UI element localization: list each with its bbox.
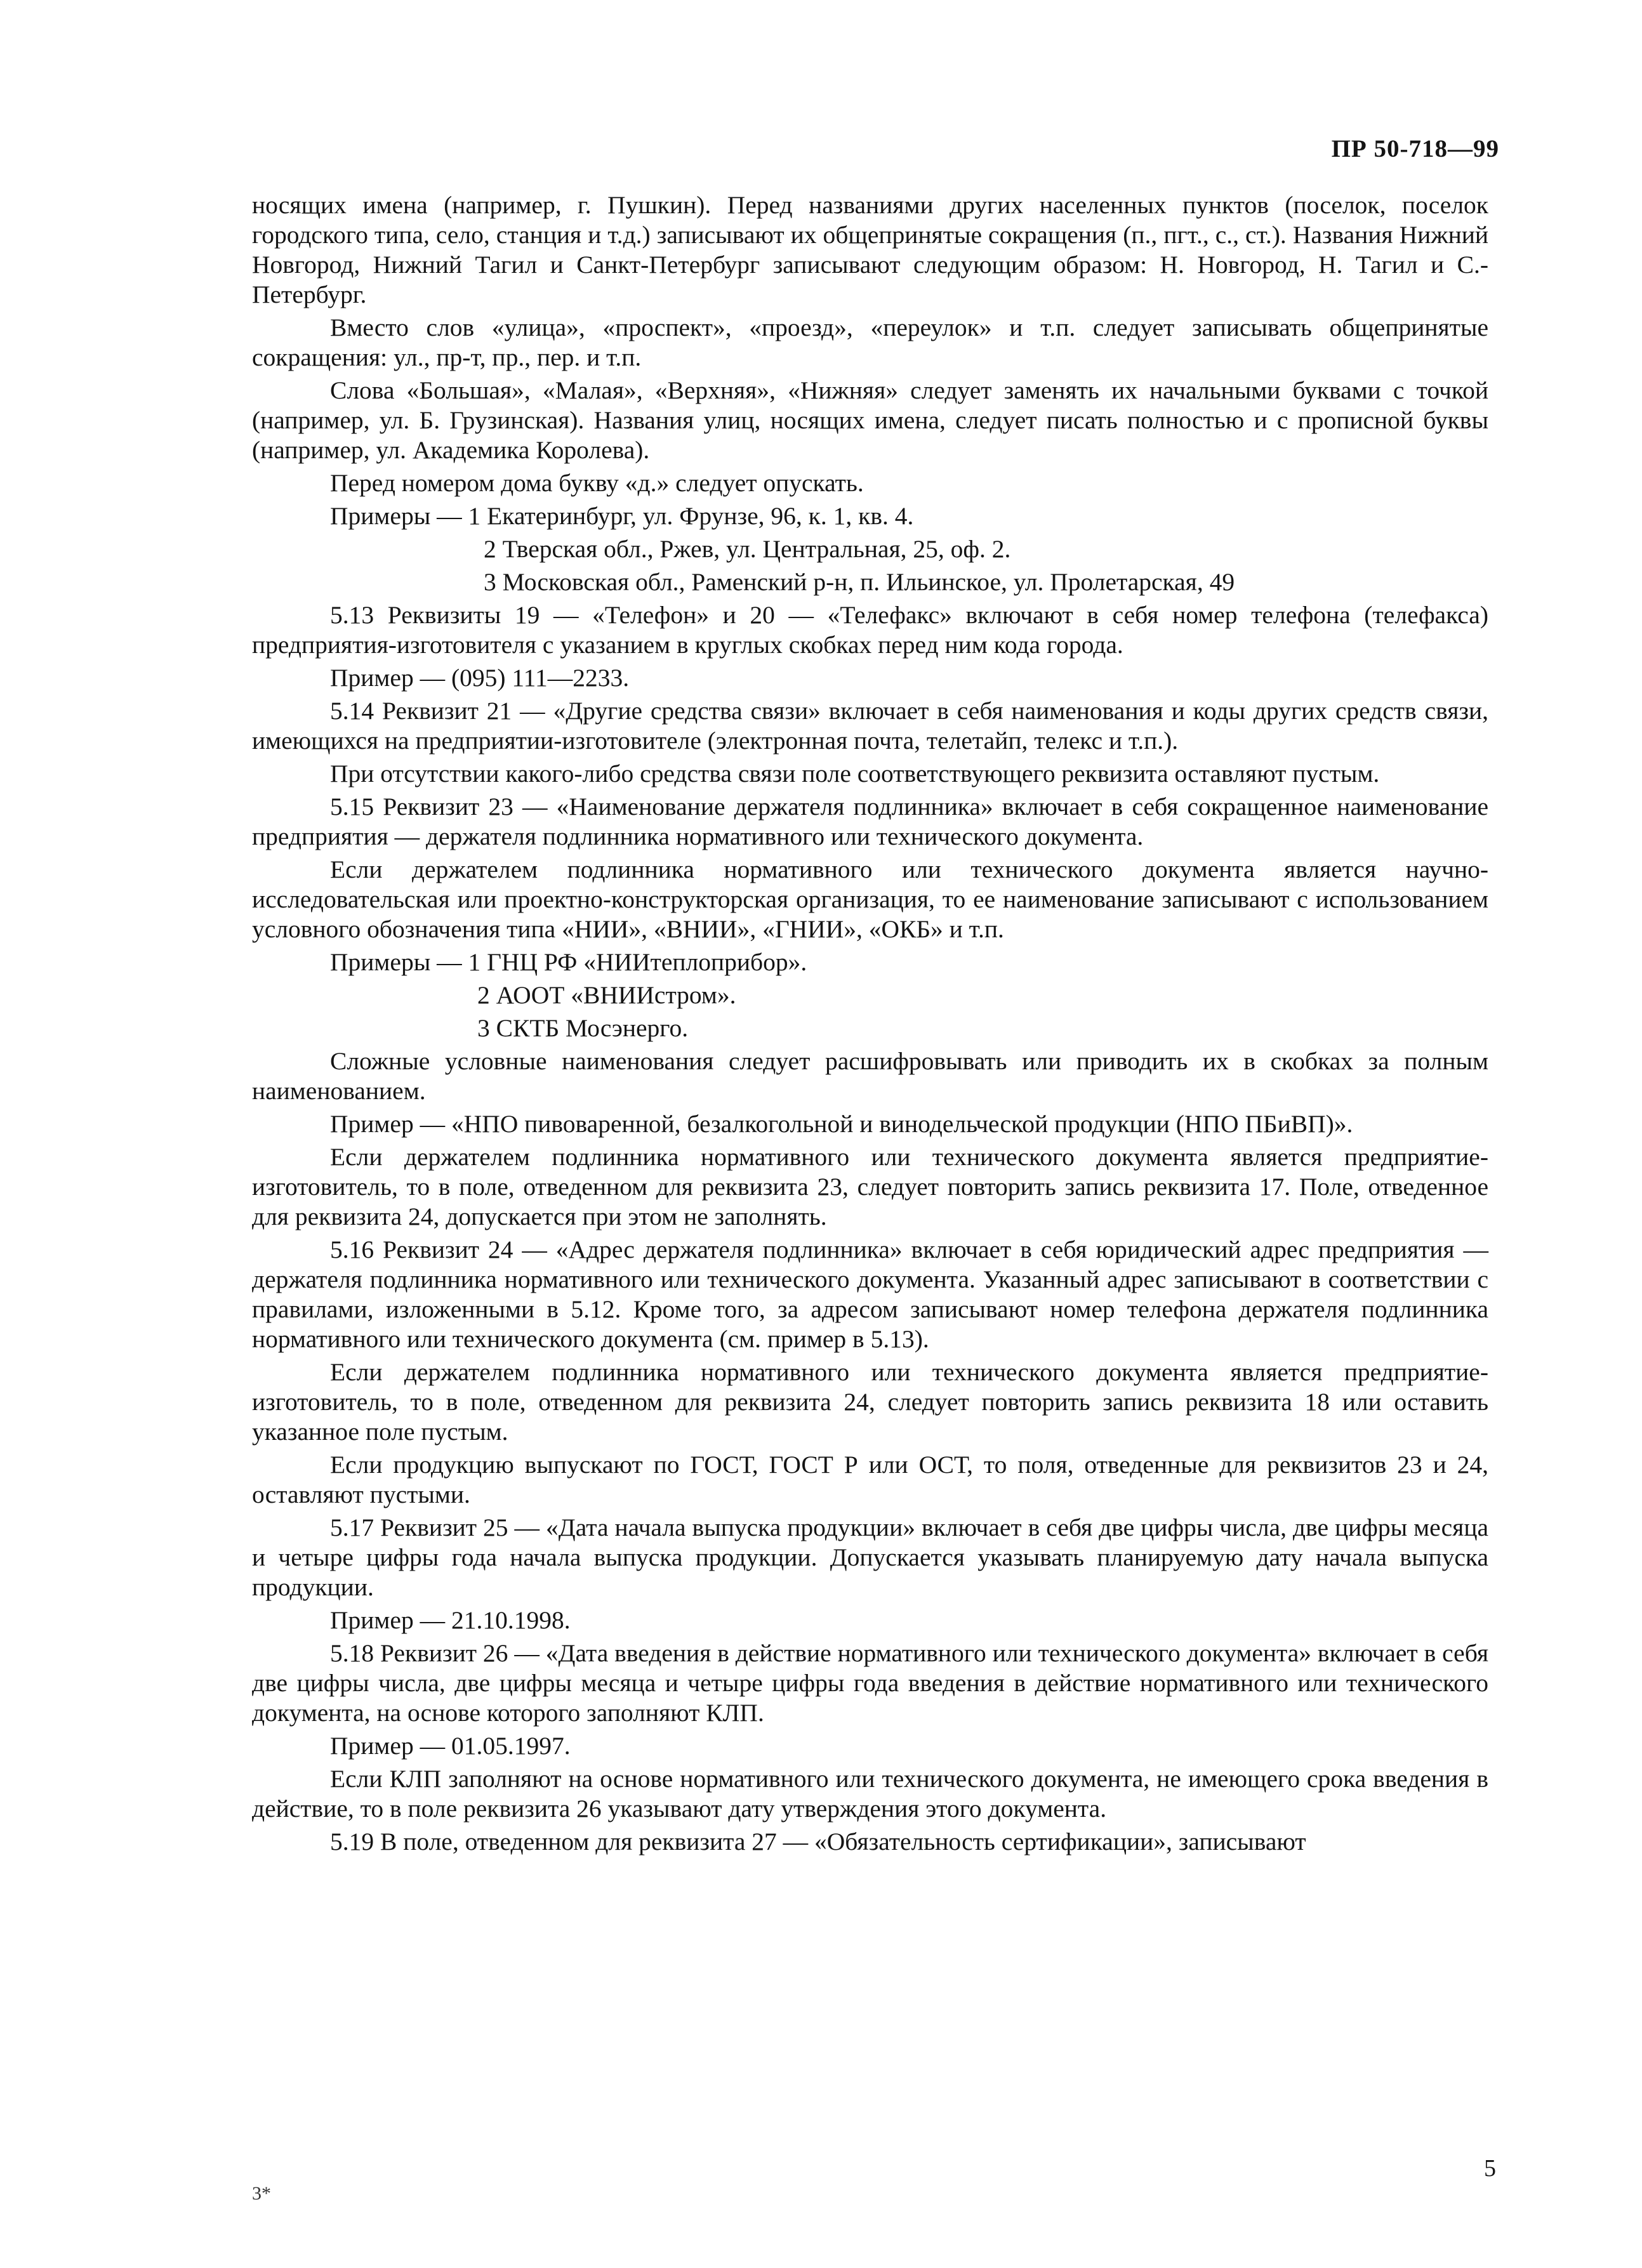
paragraph: Если держателем подлинника нормативного или технического документа является научно-исследовательская или проектно-конструкторская организация, то ее наименование записывают с использованием условного обозначения типа «НИИ», «ВНИИ», «ГНИИ», «ОКБ» и т.п. — [252, 855, 1488, 943]
document-code: ПР 50-718—99 — [1331, 135, 1499, 162]
paragraph: 5.16 Реквизит 24 — «Адрес держателя подлинника» включает в себя юридический адрес предприятия — держателя подлинника нормативного или технического документа. Указанный адрес записывают в соответствии с правилами, изложенными в 5.12. Кроме того, за адресом записывают номер телефона держателя подлинника нормативного или технического документа (см. пример в 5.13). — [252, 1236, 1488, 1353]
paragraph: Вместо слов «улица», «проспект», «проезд», «переулок» и т.п. следует записывать общепринятые сокращения: ул., пр-т, пр., пер. и т.п. — [252, 313, 1488, 371]
paragraph: 5.19 В поле, отведенном для реквизита 27 — «Обязательность сертификации», записывают — [330, 1828, 1306, 1856]
paragraph-group-3 — [252, 1046, 1488, 1857]
body-text — [252, 190, 1488, 1860]
paragraph-group-2 — [252, 600, 1488, 944]
paragraph: 5.18 Реквизит 26 — «Дата введения в действие нормативного или технического документа» включает в себя две цифры числа, две цифры месяца и четыре цифры года введения в действие нормативного или технического документа, на основе которого заполняют КЛП. — [252, 1639, 1488, 1727]
paragraph: Пример — (095) 111—2233. — [330, 664, 630, 692]
page-number: 5 — [1484, 2155, 1496, 2182]
paragraph: Перед номером дома букву «д.» следует опускать. — [330, 469, 864, 497]
paragraph: Пример — «НПО пивоваренной, безалкогольной и винодельческой продукции (НПО ПБиВП)». — [330, 1110, 1353, 1138]
paragraph: Пример — 21.10.1998. — [330, 1606, 571, 1634]
example-line: Примеры — 1 ГНЦ РФ «НИИтеплоприбор». — [330, 948, 807, 976]
paragraph: Если продукцию выпускают по ГОСТ, ГОСТ Р или ОСТ, то поля, отведенные для реквизитов 23 и 24, оставляют пустыми. — [252, 1451, 1488, 1508]
example-line: 2 АООТ «ВНИИстром». — [477, 981, 736, 1009]
paragraph: Если держателем подлинника нормативного или технического документа является предприятие-изготовитель, то в поле, отведенном для реквизита 24, следует повторить запись реквизита 18 или оставить указанное поле пустым. — [252, 1358, 1488, 1446]
paragraph-group-1 — [252, 190, 1488, 498]
paragraph: При отсутствии какого-либо средства связи поле соответствующего реквизита оставляют пустым. — [330, 760, 1380, 788]
paragraph: Если держателем подлинника нормативного или технического документа является предприятие-изготовитель, то в поле, отведенном для реквизита 23, следует повторить запись реквизита 17. Поле, отведенное для реквизита 24, допускается при этом не заполнять. — [252, 1143, 1488, 1230]
paragraph: 5.15 Реквизит 23 — «Наименование держателя подлинника» включает в себя сокращенное наименование предприятия — держателя подлинника нормативного или технического документа. — [252, 793, 1488, 850]
sheet-mark: 3* — [252, 2183, 271, 2204]
paragraph: Если КЛП заполняют на основе нормативного или технического документа, не имеющего срока введения в действие, то в поле реквизита 26 указывают дату утверждения этого документа. — [252, 1765, 1488, 1823]
paragraph: носящих имена (например, г. Пушкин). Перед названиями других населенных пунктов (поселок, поселок городского типа, село, станция и т.д.) записывают их общепринятые сокращения (п., пгт., с., ст.). Названия Нижний Новгород, Нижний Тагил и Санкт-Петербург записывают следующим образом: Н. Новгород, Н. Тагил и С.-Петербург. — [252, 191, 1488, 308]
example-line: Примеры — 1 Екатеринбург, ул. Фрунзе, 96, к. 1, кв. 4. — [330, 502, 914, 530]
paragraph: 5.17 Реквизит 25 — «Дата начала выпуска продукции» включает в себя две цифры числа, две цифры месяца и четыре цифры года начала выпуска продукции. Допускается указывать планируемую дату начала выпуска продукции. — [252, 1513, 1488, 1601]
paragraph: Пример — 01.05.1997. — [330, 1732, 571, 1760]
paragraph: 5.14 Реквизит 21 — «Другие средства связи» включает в себя наименования и коды других средств связи, имеющихся на предприятии-изготовителе (электронная почта, телетайп, телекс и т.п.). — [252, 697, 1488, 755]
paragraph: Слова «Большая», «Малая», «Верхняя», «Нижняя» следует заменять их начальными буквами с точкой (например, ул. Б. Грузинская). Названия улиц, носящих имена, следует писать полностью и с прописной буквы (например, ул. Академика Королева). — [252, 376, 1488, 464]
paragraph: Сложные условные наименования следует расшифровывать или приводить их в скобках за полным наименованием. — [252, 1047, 1488, 1105]
examples-list-2 — [252, 947, 1488, 1043]
example-line: 3 СКТБ Мосэнерго. — [477, 1014, 689, 1042]
paragraph: 5.13 Реквизиты 19 — «Телефон» и 20 — «Телефакс» включают в себя номер телефона (телефакса) предприятия-изготовителя с указанием в круглых скобках перед ним кода города. — [252, 601, 1488, 659]
example-line: 3 Московская обл., Раменский р-н, п. Ильинское, ул. Пролетарская, 49 — [484, 568, 1235, 596]
example-line: 2 Тверская обл., Ржев, ул. Центральная, 25, оф. 2. — [484, 535, 1011, 563]
examples-list-1 — [252, 501, 1488, 597]
